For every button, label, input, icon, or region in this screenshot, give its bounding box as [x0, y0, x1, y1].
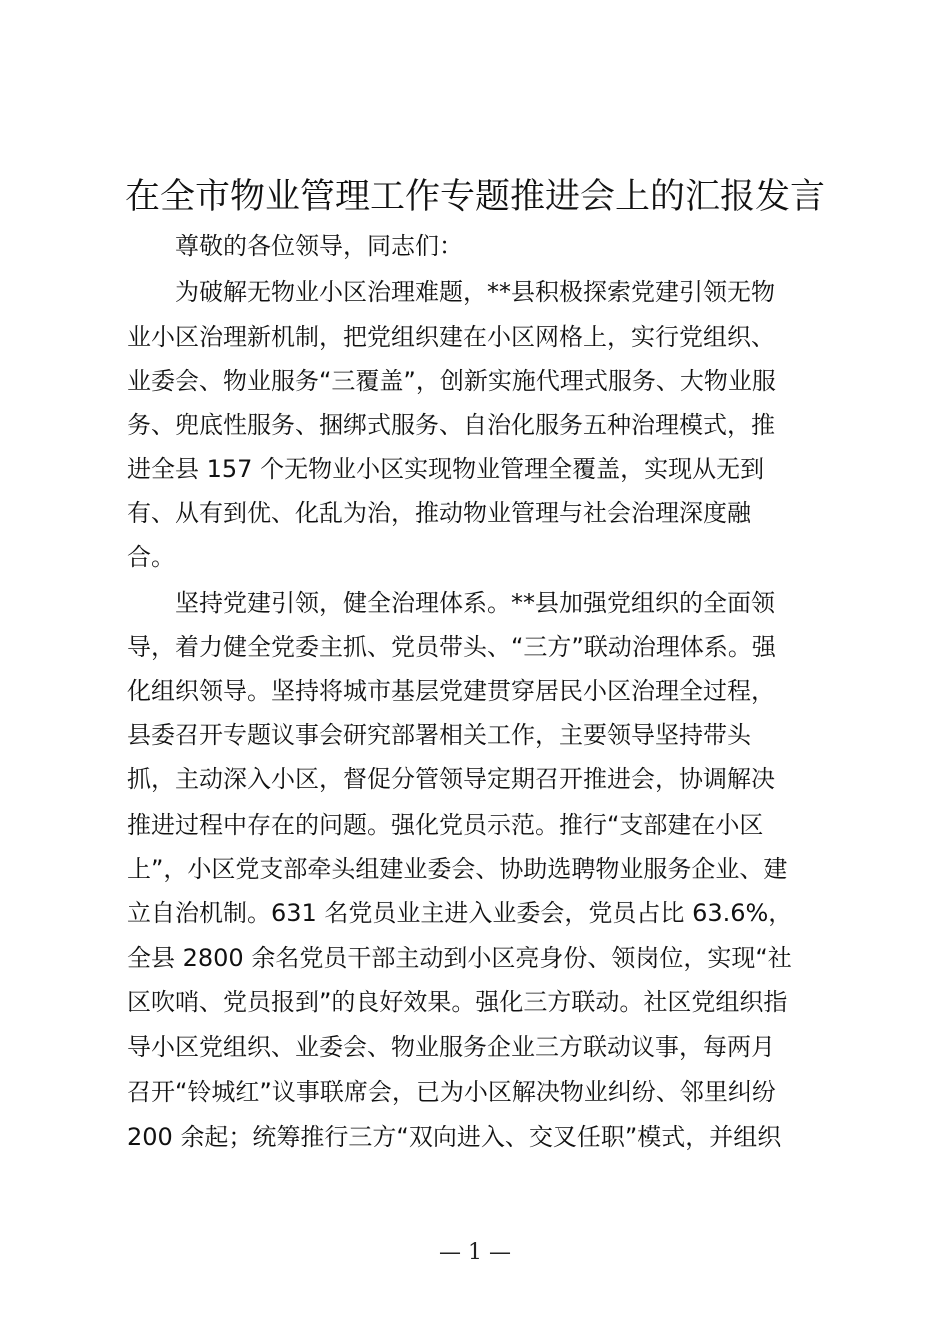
body-line: 全县 2800 余名党员干部主动到小区亮身份、领岗位，实现“社: [127, 944, 792, 972]
body-line: 立自治机制。631 名党员业主进入业委会，党员占比 63.6%，: [127, 899, 793, 927]
page-number: — 1 —: [439, 1240, 511, 1265]
body-line: 召开“铃城红”议事联席会，已为小区解决物业纠纷、邻里纠纷: [127, 1078, 776, 1106]
body-line: 区吹哨、党员报到”的良好效果。强化三方联动。社区党组织指: [127, 988, 788, 1016]
body-line: 导小区党组织、业委会、物业服务企业三方联动议事，每两月: [127, 1033, 775, 1061]
body-line: 抓，主动深入小区，督促分管领导定期召开推进会，协调解决: [127, 765, 775, 793]
body-line: 合。: [127, 543, 175, 571]
body-line: 务、兜底性服务、捆绑式服务、自治化服务五种治理模式，推: [127, 411, 775, 439]
body-line: 200 余起；统筹推行三方“双向进入、交叉任职”模式，并组织: [127, 1123, 782, 1151]
body-line: 县委召开专题议事会研究部署相关工作，主要领导坚持带头: [127, 721, 751, 749]
body-line: 业小区治理新机制，把党组织建在小区网格上，实行党组织、: [127, 323, 775, 351]
body-line: 上”，小区党支部牵头组建业委会、协助选聘物业服务企业、建: [127, 855, 788, 883]
body-line: 业委会、物业服务“三覆盖”，创新实施代理式服务、大物业服: [127, 367, 776, 395]
body-line: 为破解无物业小区治理难题，**县积极探索党建引领无物: [127, 278, 775, 306]
body-line: 推进过程中存在的问题。强化党员示范。推行“支部建在小区: [127, 811, 764, 839]
body-line: 坚持党建引领，健全治理体系。**县加强党组织的全面领: [127, 589, 775, 617]
body-line: 尊敬的各位领导，同志们：: [127, 232, 463, 260]
body-line: 化组织领导。坚持将城市基层党建贯穿居民小区治理全过程，: [127, 677, 775, 705]
body-line: 导，着力健全党委主抓、党员带头、“三方”联动治理体系。强: [127, 633, 776, 661]
body-line: 进全县 157 个无物业小区实现物业管理全覆盖，实现从无到: [127, 455, 765, 483]
body-line: 有、从有到优、化乱为治，推动物业管理与社会治理深度融: [127, 499, 751, 527]
document-title: 在全市物业管理工作专题推进会上的汇报发言: [124, 177, 825, 217]
